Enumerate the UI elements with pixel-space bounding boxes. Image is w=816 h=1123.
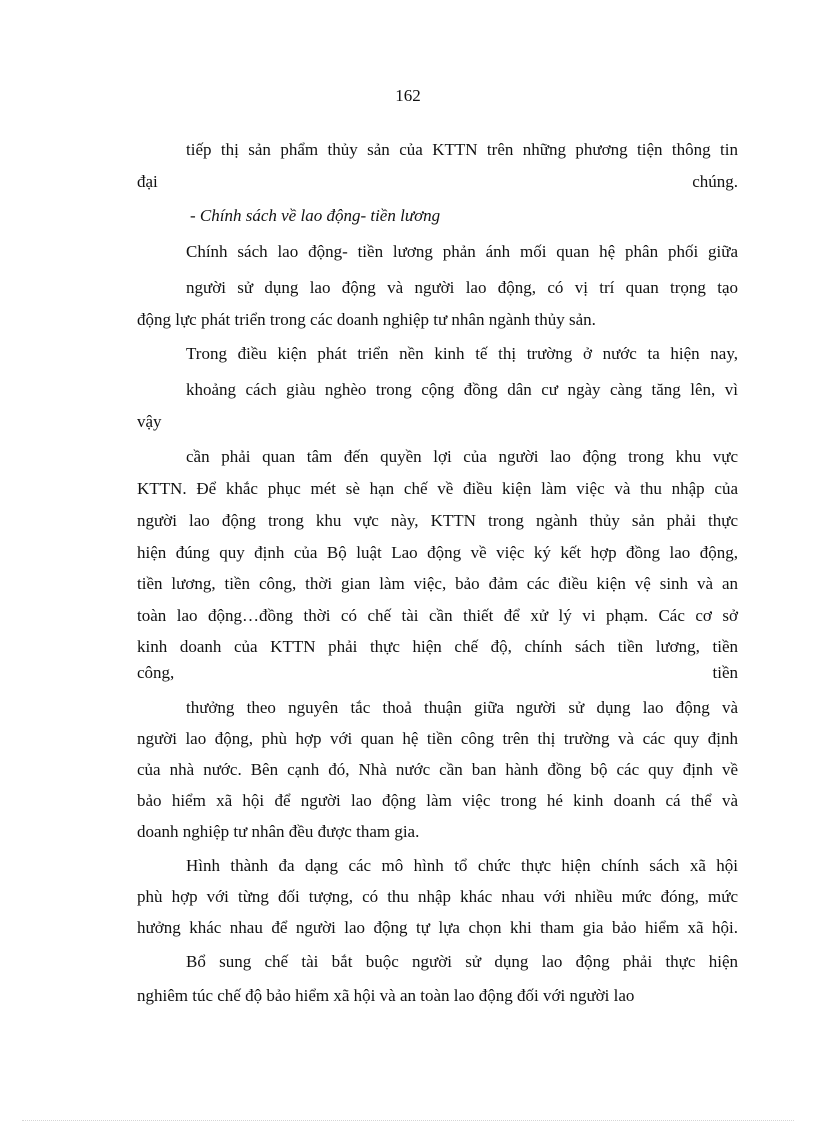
text-line: người lao động trong khu vực này, KTTN trong ngành thủy sản phải thực [137, 511, 738, 530]
text-line: hiện đúng quy định của Bộ luật Lao động về việc ký kết hợp đồng lao động, [137, 543, 738, 562]
text-line: công, [137, 663, 175, 682]
text-line: cần phải quan tâm đến quyền lợi của người lao động trong khu vực [186, 447, 738, 466]
text-line: kinh doanh của KTTN phải thực hiện chế độ, chính sách tiền lương, tiền [137, 637, 738, 656]
text-line: Hình thành đa dạng các mô hình tổ chức thực hiện chính sách xã hội [186, 856, 738, 875]
text-line: của nhà nước. Bên cạnh đó, Nhà nước cần ban hành đồng bộ các quy định về [137, 760, 738, 779]
text-line: vậy [137, 412, 162, 431]
text-line: toàn lao động…đồng thời có chế tài cần thiết để xử lý vi phạm. Các cơ sở [137, 606, 738, 625]
text-line: tiền lương, tiền công, thời gian làm việc, bảo đảm các điều kiện vệ sinh và an [137, 574, 738, 593]
text-line: bảo hiểm xã hội để người lao động làm việc trong hé kinh doanh cá thể và [137, 791, 738, 810]
text-line: chúng. [692, 172, 738, 191]
text-line: nghiêm túc chế độ bảo hiểm xã hội và an toàn lao động đối với người lao [137, 986, 635, 1005]
text-line: Trong điều kiện phát triển nền kinh tế thị trường ở nước ta hiện nay, [186, 344, 738, 363]
text-line: doanh nghiệp tư nhân đều được tham gia. [137, 822, 420, 841]
text-line: người lao động, phù hợp với quan hệ tiền công trên thị trường và các quy định [137, 729, 738, 748]
text-line: Bổ sung chế tài bắt buộc người sử dụng lao động phải thực hiện [186, 952, 738, 971]
text-line: người sử dụng lao động và người lao động, có vị trí quan trọng tạo [186, 278, 738, 297]
text-line: tiếp thị sản phẩm thủy sản của KTTN trên những phương tiện thông tin [186, 140, 738, 159]
section-heading: - Chính sách về lao động- tiền lương [190, 206, 441, 225]
text-line: Chính sách lao động- tiền lương phản ánh mối quan hệ phân phối giữa [186, 242, 738, 261]
text-line: hưởng khác nhau để người lao động tự lựa chọn khi tham gia bảo hiểm xã hội. [137, 918, 738, 937]
page-number: 162 [395, 86, 421, 105]
text-line: thưởng theo nguyên tắc thoả thuận giữa người sử dụng lao động và [186, 698, 738, 717]
text-line: đại [137, 172, 158, 191]
text-line: KTTN. Để khắc phục mét sè hạn chế về điều kiện làm việc và thu nhập của [137, 479, 738, 498]
text-line: tiền [712, 663, 738, 682]
text-line: khoảng cách giàu nghèo trong cộng đồng dân cư ngày càng tăng lên, vì [186, 380, 738, 399]
text-line: động lực phát triển trong các doanh nghiệp tư nhân ngành thủy sản. [137, 310, 596, 329]
page-bottom-divider [22, 1120, 794, 1121]
text-line: phù hợp với từng đối tượng, có thu nhập khác nhau với nhiều mức đóng, mức [137, 887, 738, 906]
